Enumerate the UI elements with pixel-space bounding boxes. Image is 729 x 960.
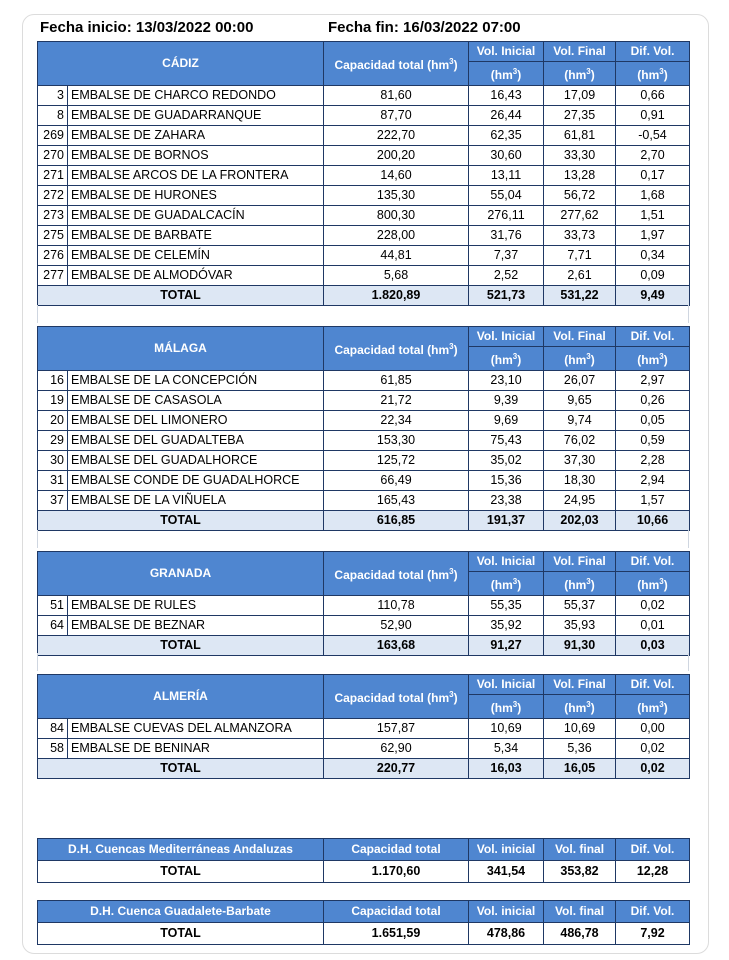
exponent: 3: [512, 700, 518, 709]
capacity-header-label: Capacidad total (hm: [334, 691, 450, 705]
capacity-value: 14,60: [324, 166, 469, 186]
unit-header: [616, 572, 690, 596]
capacity-header: [324, 552, 469, 596]
reservoir-id: 51: [38, 596, 68, 616]
capacity-value: 22,34: [324, 411, 469, 431]
dif-vol-value: 0,26: [616, 391, 690, 411]
unit-label: (hm: [564, 578, 587, 592]
reservoir-id: 19: [38, 391, 68, 411]
table-header: [38, 42, 690, 62]
vol-final-value: 61,81: [544, 126, 616, 146]
summary-capacity-header: Capacidad total: [324, 901, 469, 923]
table-row: [38, 739, 690, 759]
exponent: 3: [586, 67, 591, 76]
unit-header: [616, 695, 690, 719]
summary-vol-final-header: Vol. final: [544, 839, 616, 861]
reservoir-name: EMBALSE DE CASASOLA: [68, 391, 324, 411]
table-row: [38, 596, 690, 616]
dif-vol-header: Dif. Vol.: [616, 327, 690, 347]
reservoir-id: 272: [38, 186, 68, 206]
reservoir-id: 269: [38, 126, 68, 146]
table-row: [38, 226, 690, 246]
unit-close: ): [517, 68, 522, 82]
total-vol-final: 531,22: [544, 286, 616, 306]
unit-label: (hm: [564, 353, 587, 367]
vol-final-value: 35,93: [544, 616, 616, 636]
exponent: 3: [586, 700, 591, 709]
unit-label: (hm: [490, 578, 513, 592]
total-label: TOTAL: [38, 759, 324, 779]
table-row: [38, 246, 690, 266]
total-dif-vol: 9,49: [616, 286, 690, 306]
reservoir-name: EMBALSE DE BEZNAR: [68, 616, 324, 636]
capacity-value: 66,49: [324, 471, 469, 491]
unit-header: [544, 695, 616, 719]
exponent: 3: [512, 577, 518, 586]
unit-close: ): [517, 578, 522, 592]
reservoir-id: 64: [38, 616, 68, 636]
summary-vol-final-header: Vol. final: [544, 901, 616, 923]
capacity-value: 62,90: [324, 739, 469, 759]
total-row: [38, 286, 690, 306]
dif-vol-value: 2,28: [616, 451, 690, 471]
reservoir-name: EMBALSE DE BORNOS: [68, 146, 324, 166]
unit-header: [544, 572, 616, 596]
capacity-header: [324, 675, 469, 719]
unit-close: ): [453, 691, 458, 705]
capacity-value: 21,72: [324, 391, 469, 411]
reservoir-id: 31: [38, 471, 68, 491]
reservoir-name: EMBALSE DE HURONES: [68, 186, 324, 206]
table-row: [38, 166, 690, 186]
total-vol-final: 16,05: [544, 759, 616, 779]
capacity-header: [324, 327, 469, 371]
table-row: [38, 86, 690, 106]
vol-final-value: 26,07: [544, 371, 616, 391]
reservoir-table: [37, 326, 690, 531]
dif-vol-value: 1,97: [616, 226, 690, 246]
table-row: [38, 206, 690, 226]
unit-label: (hm: [490, 701, 513, 715]
unit-close: ): [517, 701, 522, 715]
vol-inicial-value: 276,11: [469, 206, 544, 226]
dif-vol-value: 1,57: [616, 491, 690, 511]
summary-total-capacity: 1.170,60: [324, 861, 469, 883]
unit-label: (hm: [490, 353, 513, 367]
capacity-value: 200,20: [324, 146, 469, 166]
table-row: [38, 371, 690, 391]
reservoir-name: EMBALSE DEL GUADALTEBA: [68, 431, 324, 451]
exponent: 3: [449, 690, 454, 699]
reservoir-name: EMBALSE CUEVAS DEL ALMANZORA: [68, 719, 324, 739]
summary-dif-vol-header: Dif. Vol.: [616, 901, 690, 923]
summary-total-label: TOTAL: [38, 861, 324, 883]
vol-final-value: 2,61: [544, 266, 616, 286]
total-capacity: 163,68: [324, 636, 469, 656]
capacity-value: 228,00: [324, 226, 469, 246]
summary-title: D.H. Cuencas Mediterráneas Andaluzas: [38, 839, 324, 861]
summary-vol-inicial-header: Vol. inicial: [469, 839, 544, 861]
reservoir-name: EMBALSE DE BARBATE: [68, 226, 324, 246]
table-header: [38, 327, 690, 347]
total-label: TOTAL: [38, 511, 324, 531]
unit-header: [616, 347, 690, 371]
vol-inicial-value: 23,38: [469, 491, 544, 511]
vol-inicial-value: 75,43: [469, 431, 544, 451]
exponent: 3: [449, 342, 454, 351]
table-row: [38, 616, 690, 636]
province-name: GRANADA: [38, 552, 324, 596]
capacity-header-label: Capacidad total (hm: [334, 568, 450, 582]
dif-vol-value: 0,91: [616, 106, 690, 126]
vol-inicial-value: 7,37: [469, 246, 544, 266]
section-gap: [37, 305, 689, 323]
unit-close: ): [590, 68, 595, 82]
unit-header: [616, 62, 690, 86]
exponent: 3: [586, 352, 591, 361]
summary-vol-inicial-header: Vol. inicial: [469, 901, 544, 923]
province-name: MÁLAGA: [38, 327, 324, 371]
dif-vol-value: 0,01: [616, 616, 690, 636]
reservoir-name: EMBALSE DE LA VIÑUELA: [68, 491, 324, 511]
total-vol-final: 91,30: [544, 636, 616, 656]
start-date: Fecha inicio: 13/03/2022 00:00: [40, 19, 254, 36]
end-date: Fecha fin: 16/03/2022 07:00: [328, 19, 521, 36]
reservoir-name: EMBALSE DEL GUADALHORCE: [68, 451, 324, 471]
vol-final-value: 56,72: [544, 186, 616, 206]
vol-inicial-value: 2,52: [469, 266, 544, 286]
capacity-value: 157,87: [324, 719, 469, 739]
unit-label: (hm: [637, 578, 660, 592]
table-row: [38, 451, 690, 471]
unit-label: (hm: [490, 68, 513, 82]
table-row: [38, 491, 690, 511]
vol-inicial-value: 15,36: [469, 471, 544, 491]
unit-header: [469, 347, 544, 371]
unit-close: ): [663, 68, 668, 82]
vol-inicial-value: 13,11: [469, 166, 544, 186]
exponent: 3: [512, 352, 518, 361]
vol-inicial-header: Vol. Inicial: [469, 552, 544, 572]
vol-inicial-value: 55,04: [469, 186, 544, 206]
capacity-value: 800,30: [324, 206, 469, 226]
unit-header: [544, 62, 616, 86]
dif-vol-value: 1,51: [616, 206, 690, 226]
reservoir-id: 270: [38, 146, 68, 166]
table-row: [38, 126, 690, 146]
capacity-value: 61,85: [324, 371, 469, 391]
summary-total-row: [38, 923, 690, 945]
table-header: [38, 552, 690, 572]
dif-vol-value: 0,09: [616, 266, 690, 286]
reservoir-id: 58: [38, 739, 68, 759]
unit-close: ): [590, 578, 595, 592]
total-capacity: 1.820,89: [324, 286, 469, 306]
exponent: 3: [659, 352, 664, 361]
summary-total-label: TOTAL: [38, 923, 324, 945]
exponent: 3: [512, 67, 518, 76]
dif-vol-value: 0,05: [616, 411, 690, 431]
total-vol-inicial: 521,73: [469, 286, 544, 306]
summary-title: D.H. Cuenca Guadalete-Barbate: [38, 901, 324, 923]
vol-inicial-value: 35,92: [469, 616, 544, 636]
vol-inicial-value: 9,39: [469, 391, 544, 411]
dif-vol-value: 0,34: [616, 246, 690, 266]
vol-final-value: 18,30: [544, 471, 616, 491]
province-name: CÁDIZ: [38, 42, 324, 86]
vol-inicial-value: 30,60: [469, 146, 544, 166]
table-row: [38, 411, 690, 431]
reservoir-name: EMBALSE DE ALMODÓVAR: [68, 266, 324, 286]
vol-final-value: 33,30: [544, 146, 616, 166]
table-row: [38, 266, 690, 286]
vol-final-value: 9,74: [544, 411, 616, 431]
summary-header: [38, 839, 690, 861]
dif-vol-value: 0,02: [616, 739, 690, 759]
vol-final-value: 55,37: [544, 596, 616, 616]
vol-inicial-header: Vol. Inicial: [469, 675, 544, 695]
exponent: 3: [449, 57, 454, 66]
dif-vol-value: 0,59: [616, 431, 690, 451]
table-header: [38, 675, 690, 695]
reservoir-id: 277: [38, 266, 68, 286]
exponent: 3: [586, 577, 591, 586]
reservoir-id: 271: [38, 166, 68, 186]
dif-vol-value: 0,66: [616, 86, 690, 106]
unit-close: ): [590, 353, 595, 367]
dif-vol-value: 2,97: [616, 371, 690, 391]
reservoir-id: 84: [38, 719, 68, 739]
reservoir-table: [37, 551, 690, 656]
vol-inicial-value: 23,10: [469, 371, 544, 391]
capacity-header-label: Capacidad total (hm: [334, 58, 450, 72]
vol-inicial-value: 31,76: [469, 226, 544, 246]
exponent: 3: [449, 567, 454, 576]
unit-header: [469, 572, 544, 596]
summary-total-dif-vol: 7,92: [616, 923, 690, 945]
reservoir-table: [37, 41, 690, 306]
vol-final-value: 24,95: [544, 491, 616, 511]
province-name: ALMERÍA: [38, 675, 324, 719]
unit-close: ): [453, 568, 458, 582]
dif-vol-value: 0,02: [616, 596, 690, 616]
reservoir-name: EMBALSE DE LA CONCEPCIÓN: [68, 371, 324, 391]
vol-inicial-value: 10,69: [469, 719, 544, 739]
vol-final-value: 27,35: [544, 106, 616, 126]
vol-inicial-value: 55,35: [469, 596, 544, 616]
dif-vol-header: Dif. Vol.: [616, 675, 690, 695]
vol-inicial-value: 5,34: [469, 739, 544, 759]
vol-final-value: 37,30: [544, 451, 616, 471]
summary-total-vol-final: 353,82: [544, 861, 616, 883]
total-row: [38, 511, 690, 531]
vol-final-header: Vol. Final: [544, 552, 616, 572]
table-row: [38, 391, 690, 411]
total-row: [38, 759, 690, 779]
summary-total-capacity: 1.651,59: [324, 923, 469, 945]
reservoir-id: 3: [38, 86, 68, 106]
vol-inicial-header: Vol. Inicial: [469, 327, 544, 347]
total-dif-vol: 10,66: [616, 511, 690, 531]
reservoir-name: EMBALSE ARCOS DE LA FRONTERA: [68, 166, 324, 186]
unit-close: ): [517, 353, 522, 367]
unit-label: (hm: [564, 68, 587, 82]
dif-vol-header: Dif. Vol.: [616, 42, 690, 62]
summary-capacity-header: Capacidad total: [324, 839, 469, 861]
summary-total-vol-inicial: 478,86: [469, 923, 544, 945]
vol-final-value: 10,69: [544, 719, 616, 739]
capacity-value: 125,72: [324, 451, 469, 471]
total-dif-vol: 0,02: [616, 759, 690, 779]
table-row: [38, 186, 690, 206]
unit-close: ): [590, 701, 595, 715]
reservoir-name: EMBALSE DEL LIMONERO: [68, 411, 324, 431]
table-row: [38, 106, 690, 126]
dif-vol-value: 0,17: [616, 166, 690, 186]
unit-header: [544, 347, 616, 371]
unit-close: ): [663, 353, 668, 367]
unit-header: [469, 62, 544, 86]
reservoir-id: 276: [38, 246, 68, 266]
exponent: 3: [659, 577, 664, 586]
summary-table: [37, 900, 690, 945]
dif-vol-header: Dif. Vol.: [616, 552, 690, 572]
exponent: 3: [659, 700, 664, 709]
reservoir-table: [37, 674, 690, 779]
table-row: [38, 719, 690, 739]
vol-inicial-value: 62,35: [469, 126, 544, 146]
reservoir-name: EMBALSE DE ZAHARA: [68, 126, 324, 146]
dif-vol-value: -0,54: [616, 126, 690, 146]
capacity-value: 81,60: [324, 86, 469, 106]
table-row: [38, 471, 690, 491]
vol-final-value: 17,09: [544, 86, 616, 106]
total-vol-final: 202,03: [544, 511, 616, 531]
total-vol-inicial: 91,27: [469, 636, 544, 656]
vol-final-value: 33,73: [544, 226, 616, 246]
dif-vol-value: 2,70: [616, 146, 690, 166]
dif-vol-value: 1,68: [616, 186, 690, 206]
vol-inicial-header: Vol. Inicial: [469, 42, 544, 62]
vol-final-value: 5,36: [544, 739, 616, 759]
capacity-value: 5,68: [324, 266, 469, 286]
reservoir-id: 20: [38, 411, 68, 431]
vol-final-value: 7,71: [544, 246, 616, 266]
unit-label: (hm: [637, 701, 660, 715]
total-label: TOTAL: [38, 636, 324, 656]
capacity-value: 110,78: [324, 596, 469, 616]
section-gap: [37, 530, 689, 548]
vol-inicial-value: 9,69: [469, 411, 544, 431]
capacity-value: 153,30: [324, 431, 469, 451]
vol-final-value: 277,62: [544, 206, 616, 226]
dif-vol-value: 0,00: [616, 719, 690, 739]
unit-label: (hm: [637, 353, 660, 367]
total-vol-inicial: 16,03: [469, 759, 544, 779]
vol-final-header: Vol. Final: [544, 327, 616, 347]
capacity-header: [324, 42, 469, 86]
reservoir-id: 16: [38, 371, 68, 391]
capacity-value: 52,90: [324, 616, 469, 636]
unit-close: ): [663, 578, 668, 592]
total-label: TOTAL: [38, 286, 324, 306]
total-capacity: 616,85: [324, 511, 469, 531]
vol-inicial-value: 35,02: [469, 451, 544, 471]
reservoir-id: 8: [38, 106, 68, 126]
exponent: 3: [659, 67, 664, 76]
vol-final-value: 76,02: [544, 431, 616, 451]
summary-dif-vol-header: Dif. Vol.: [616, 839, 690, 861]
summary-header: [38, 901, 690, 923]
unit-header: [469, 695, 544, 719]
capacity-value: 165,43: [324, 491, 469, 511]
vol-final-value: 13,28: [544, 166, 616, 186]
total-capacity: 220,77: [324, 759, 469, 779]
reservoir-name: EMBALSE DE BENINAR: [68, 739, 324, 759]
vol-final-header: Vol. Final: [544, 42, 616, 62]
reservoir-name: EMBALSE DE GUADALCACÍN: [68, 206, 324, 226]
reservoir-name: EMBALSE DE RULES: [68, 596, 324, 616]
reservoir-id: 29: [38, 431, 68, 451]
total-dif-vol: 0,03: [616, 636, 690, 656]
vol-inicial-value: 26,44: [469, 106, 544, 126]
unit-label: (hm: [564, 701, 587, 715]
capacity-header-label: Capacidad total (hm: [334, 343, 450, 357]
reservoir-id: 37: [38, 491, 68, 511]
reservoir-name: EMBALSE DE CHARCO REDONDO: [68, 86, 324, 106]
vol-inicial-value: 16,43: [469, 86, 544, 106]
summary-total-row: [38, 861, 690, 883]
summary-total-dif-vol: 12,28: [616, 861, 690, 883]
capacity-value: 44,81: [324, 246, 469, 266]
reservoir-id: 275: [38, 226, 68, 246]
dif-vol-value: 2,94: [616, 471, 690, 491]
capacity-value: 135,30: [324, 186, 469, 206]
unit-close: ): [453, 343, 458, 357]
capacity-value: 87,70: [324, 106, 469, 126]
reservoir-name: EMBALSE DE CELEMÍN: [68, 246, 324, 266]
summary-total-vol-final: 486,78: [544, 923, 616, 945]
unit-close: ): [663, 701, 668, 715]
reservoir-id: 273: [38, 206, 68, 226]
reservoir-name: EMBALSE CONDE DE GUADALHORCE: [68, 471, 324, 491]
reservoir-name: EMBALSE DE GUADARRANQUE: [68, 106, 324, 126]
summary-total-vol-inicial: 341,54: [469, 861, 544, 883]
table-row: [38, 146, 690, 166]
unit-close: ): [453, 58, 458, 72]
vol-final-header: Vol. Final: [544, 675, 616, 695]
total-vol-inicial: 191,37: [469, 511, 544, 531]
reservoir-id: 30: [38, 451, 68, 471]
unit-label: (hm: [637, 68, 660, 82]
capacity-value: 222,70: [324, 126, 469, 146]
summary-table: [37, 838, 690, 883]
vol-final-value: 9,65: [544, 391, 616, 411]
section-gap: [37, 653, 689, 671]
table-row: [38, 431, 690, 451]
